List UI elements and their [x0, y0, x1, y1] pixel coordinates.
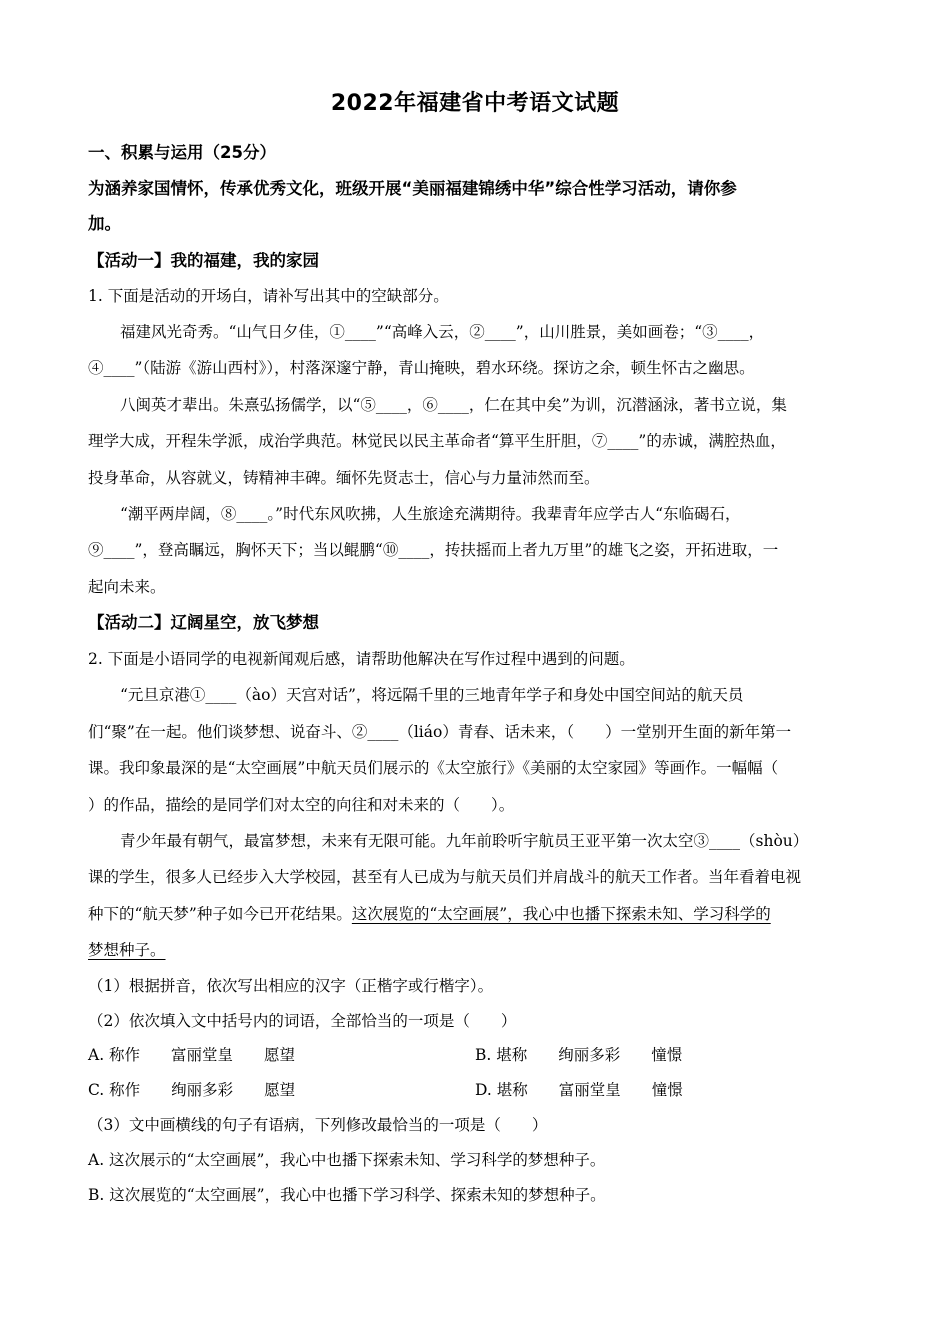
passage-line: 青少年最有朝气，最富梦想，未来有无限可能。九年前聆听宇航员王亚平第一次太空③____（shòu）	[120, 832, 809, 850]
page-title: 2022年福建省中考语文试题	[330, 91, 620, 116]
passage-line	[88, 903, 868, 925]
passage-line: 福建风光奇秀。“山气日夕佳，①____”“高峰入云，②____”，山川胜景，美如画卷；“③____，	[120, 323, 765, 341]
option-c: C. 称作 绚丽多彩 愿望	[88, 1081, 296, 1099]
intro-line: 为涵养家国情怀，传承优秀文化，班级开展“美丽福建锦绣中华”综合性学习活动，请你参	[88, 179, 737, 198]
sub-question-2: （2）依次填入文中括号内的词语，全部恰当的一项是（ ）	[88, 1012, 517, 1030]
question-1: 1. 下面是活动的开场白，请补写出其中的空缺部分。	[88, 287, 449, 305]
passage-line: 课。我印象最深的是“太空画展”中航天员们展示的《太空旅行》《美丽的太空家园》等画作。一幅幅（	[88, 759, 779, 777]
sub-question-3: （3）文中画横线的句子有语病，下列修改最恰当的一项是（ ）	[88, 1116, 548, 1134]
passage-line: 起向未来。	[88, 578, 166, 596]
underlined-sentence: 梦想种子。	[88, 941, 166, 959]
section-heading: 一、积累与运用（25分）	[88, 143, 276, 162]
passage-text: 种下的“航天梦”种子如今已开花结果。	[88, 905, 352, 923]
passage-line	[88, 939, 868, 961]
question-2: 2. 下面是小语同学的电视新闻观后感，请帮助他解决在写作过程中遇到的问题。	[88, 650, 635, 668]
option-row	[88, 1079, 868, 1101]
passage-line: ④____”（陆游《游山西村》），村落深邃宁静，青山掩映，碧水环绕。探访之余，顿生怀古之幽思。	[88, 359, 755, 377]
intro-line: 加。	[88, 214, 121, 233]
passage-line: 课的学生，很多人已经步入大学校园，甚至有人已成为与航天员们并肩战斗的航天工作者。当年看着电视	[88, 868, 802, 886]
option-b: B. 这次展览的“太空画展”，我心中也播下学习科学、探索未知的梦想种子。	[88, 1186, 606, 1204]
activity2-heading: 【活动二】辽阔星空，放飞梦想	[88, 613, 319, 632]
passage-line: 投身革命，从容就义，铸精神丰碑。缅怀先贤志士，信心与力量沛然而至。	[88, 469, 600, 487]
passage-line: 八闽英才辈出。朱熹弘扬儒学，以“⑤____，⑥____，仁在其中矣”为训，沉潜涵泳，著书立说，集	[120, 396, 787, 414]
passage-line: 理学大成，开程朱学派，成治学典范。林觉民以民主革命者“算平生肝胆，⑦____”的赤诚，满腔热血，	[88, 432, 786, 450]
activity1-heading: 【活动一】我的福建，我的家园	[88, 251, 319, 270]
passage-line: ）的作品，描绘的是同学们对太空的向往和对未来的（ ）。	[88, 796, 515, 814]
option-a: A. 这次展示的“太空画展”，我心中也播下探索未知、学习科学的梦想种子。	[88, 1151, 606, 1169]
underlined-sentence: 这次展览的“太空画展”，我心中也播下探索未知、学习科学的	[351, 905, 771, 923]
passage-line: “潮平两岸阔，⑧____。”时代东风吹拂，人生旅途充满期待。我辈青年应学古人“东临碣石，	[120, 505, 741, 523]
option-row	[88, 1044, 868, 1066]
sub-question-1: （1）根据拼音，依次写出相应的汉字（正楷字或行楷字）。	[88, 977, 494, 995]
passage-line: 们“聚”在一起。他们谈梦想、说奋斗、②____（liáo）青春、话未来，（ ）一堂别开生面的新年第一	[88, 723, 792, 741]
passage-line: ⑨____”，登高瞩远，胸怀天下；当以鲲鹏“⑩____，抟扶摇而上者九万里”的雄飞之姿，开拓进取，一	[88, 541, 779, 559]
passage-line: “元旦京港①____（ào）天宫对话”，将远隔千里的三地青年学子和身处中国空间站的航天员	[120, 686, 744, 704]
option-d: D. 堪称 富丽堂皇 憧憬	[475, 1081, 683, 1099]
option-b: B. 堪称 绚丽多彩 憧憬	[475, 1046, 683, 1064]
option-a: A. 称作 富丽堂皇 愿望	[88, 1046, 296, 1064]
